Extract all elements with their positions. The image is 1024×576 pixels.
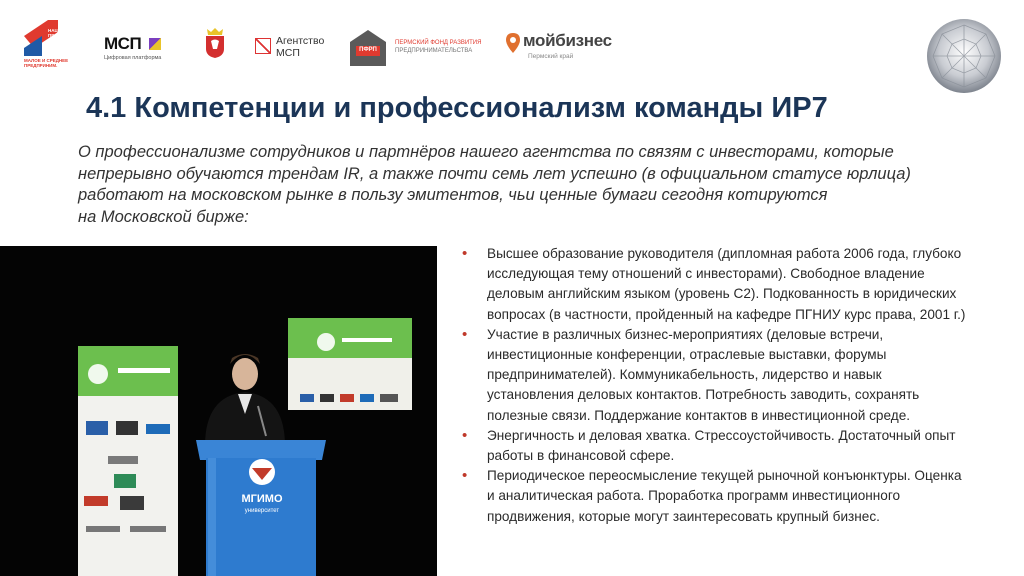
msp-platform-name: МСП (104, 34, 142, 53)
bullet-icon: • (462, 245, 468, 262)
natproject-line: ПРЕДПРИНИМ. (24, 63, 58, 68)
natproject-line: МАЛОЕ И СРЕДНЕЕ (24, 58, 69, 63)
location-pin-icon (506, 33, 520, 53)
list-item-line: Энергичность и деловая хватка. Стрессоустойчивость. Достаточный опыт (487, 427, 956, 443)
msp-platform-sub: Цифровая платформа (104, 55, 162, 61)
list-item-line: предпринимателей). Коммуникабельность, лидерство и навык (487, 367, 882, 383)
podium-text: МГИМО (241, 493, 283, 505)
left-banner (78, 346, 178, 576)
bullet-icon: • (462, 467, 468, 485)
natproject-line: РОССИИ (48, 38, 68, 43)
perm-crest-icon (204, 27, 226, 59)
perm-fund-logo (348, 28, 498, 68)
fund-line: ПРЕДПРИНИМАТЕЛЬСТВА (395, 47, 473, 54)
moibiznes-sub: Пермский край (528, 53, 574, 60)
intro-line: работают на московском рынке в пользу эмитентов, чьи ценные бумаги сегодня котируются (78, 186, 828, 204)
podium-subtext: университет (244, 508, 280, 514)
natproject-line: НАЦИОНАЛЬНЫЕ (48, 28, 89, 33)
msp-square-icon (149, 38, 161, 50)
logo-bar (0, 0, 1024, 90)
list-item-line: установления деловых контактов. Потребность заводить, сохранять (487, 387, 920, 403)
agency-line: МСП (276, 46, 300, 59)
intro-line: непрерывно обучаются трендам IR, а также почти семь лет успешно (в официальном статусе юрлица) (78, 164, 911, 183)
intro-line: О профессионализме сотрудников и партнёров нашего агентства по связям с инвесторами, которые (78, 143, 894, 161)
list-item-line: исследующая тему отношений с инвесторами). Свободное владение (487, 266, 925, 282)
competence-list (462, 244, 1002, 527)
list-item-line: деловым английским языком (уровень С2). Подкованность в юридических (487, 286, 957, 302)
bullet-icon: • (462, 325, 468, 343)
list-item-line: полезные связи. Поддержание контактов в инвестиционной среде. (487, 407, 911, 423)
fund-line: ПЕРМСКИЙ ФОНД РАЗВИТИЯ (395, 40, 482, 46)
agency-line: Агентство (276, 35, 325, 47)
conference-photo (0, 246, 437, 576)
intro-paragraph (78, 142, 938, 228)
list-item-line: Периодическое переосмысление текущей рыночной конъюнктуры. Оценка (487, 468, 962, 484)
moibiznes-logo (506, 31, 636, 67)
list-item (462, 325, 1002, 426)
list-item-line: продвижения, которые могут заинтересовать крупный бизнес. (487, 508, 880, 524)
speaker (205, 354, 285, 446)
agency-icon (255, 38, 271, 54)
list-item (462, 466, 1002, 527)
list-item (462, 244, 1002, 325)
list-item-line: Высшее образование руководителя (дипломная работа 2006 года, глубоко (487, 246, 962, 261)
diamond-icon (925, 17, 1003, 95)
list-item-line: Участие в различных бизнес-мероприятиях (деловые встречи, (487, 326, 884, 342)
natproject-line: ПРОЕКТЫ (48, 33, 71, 38)
list-item-line: работы в финансовой сфере. (487, 448, 675, 464)
right-banner (288, 318, 412, 410)
agency-msp-logo (255, 36, 335, 62)
fund-mark: ПФРП (359, 47, 377, 53)
moibiznes-name: мойбизнес (523, 31, 612, 50)
msp-platform-logo (104, 34, 184, 64)
list-item-line: вопросах (в частности, пройденный на кафедре ПГНИУ курс права, 2001 г.) (487, 306, 966, 322)
page-title: 4.1 Компетенции и профессионализм команды ИР7 (86, 92, 828, 124)
bullet-icon: • (462, 426, 468, 444)
intro-line: на Московской бирже: (78, 207, 249, 226)
list-item-line: инвестиционные конференции, отраслевые выставки, форумы (487, 347, 887, 363)
list-item-line: и аналитическая работа. Проработка программ инвестиционного (487, 488, 901, 504)
list-item (462, 426, 1002, 466)
national-projects-logo (22, 18, 89, 68)
